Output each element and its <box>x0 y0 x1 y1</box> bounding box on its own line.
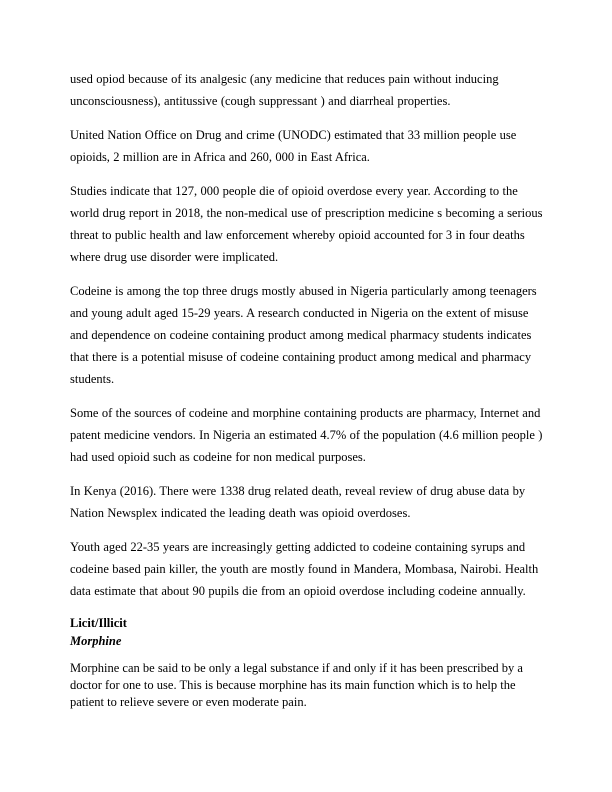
paragraph-opioid-properties: used opiod because of its analgesic (any medicine that reduces pain without inducing unconsciousness), antitussive (cough suppressant ) and diarrheal properties. <box>70 72 499 108</box>
section-subheading-morphine: Morphine <box>70 634 122 648</box>
paragraph-codeine-nigeria: Codeine is among the top three drugs mostly abused in Nigeria particularly among teenagers and young adult aged 15-29 years. A research conducted in Nigeria on the extent of misuse and dependence on codeine containing product among medical pharmacy students indicates that there is a potential misuse of codeine containing product among medical and pharmacy students. <box>70 284 537 386</box>
section-heading-licit-illicit: Licit/Illicit <box>70 616 127 630</box>
paragraph-unodc-estimate: United Nation Office on Drug and crime (UNODC) estimated that 33 million people use opioids, 2 million are in Africa and 260, 000 in East Africa. <box>70 128 517 164</box>
paragraph-overdose-studies: Studies indicate that 127, 000 people die of opioid overdose every year. According to the world drug report in 2018, the non-medical use of prescription medicine s becoming a serious threat to public health and law enforcement whereby opioid accounted for 3 in four deaths where drug use disorder were implicated. <box>70 184 543 264</box>
paragraph-morphine-legality: Morphine can be said to be only a legal substance if and only if it has been prescribed by a doctor for one to use. This is because morphine has its main function which is to help the patient to relieve severe or even moderate pain. <box>70 661 523 709</box>
paragraph-youth-addiction: Youth aged 22-35 years are increasingly getting addicted to codeine containing syrups and codeine based pain killer, the youth are mostly found in Mandera, Mombasa, Nairobi. Health data estimate that about 90 pupils die from an opioid overdose including codeine annually. <box>70 540 539 598</box>
paragraph-codeine-sources: Some of the sources of codeine and morphine containing products are pharmacy, Internet and patent medicine vendors. In Nigeria an estimated 4.7% of the population (4.6 million people ) had used opioid such as codeine for non medical purposes. <box>70 406 543 464</box>
paragraph-kenya-deaths: In Kenya (2016). There were 1338 drug related death, reveal review of drug abuse data by Nation Newsplex indicated the leading death was opioid overdoses. <box>70 484 526 520</box>
page-content <box>70 68 545 711</box>
